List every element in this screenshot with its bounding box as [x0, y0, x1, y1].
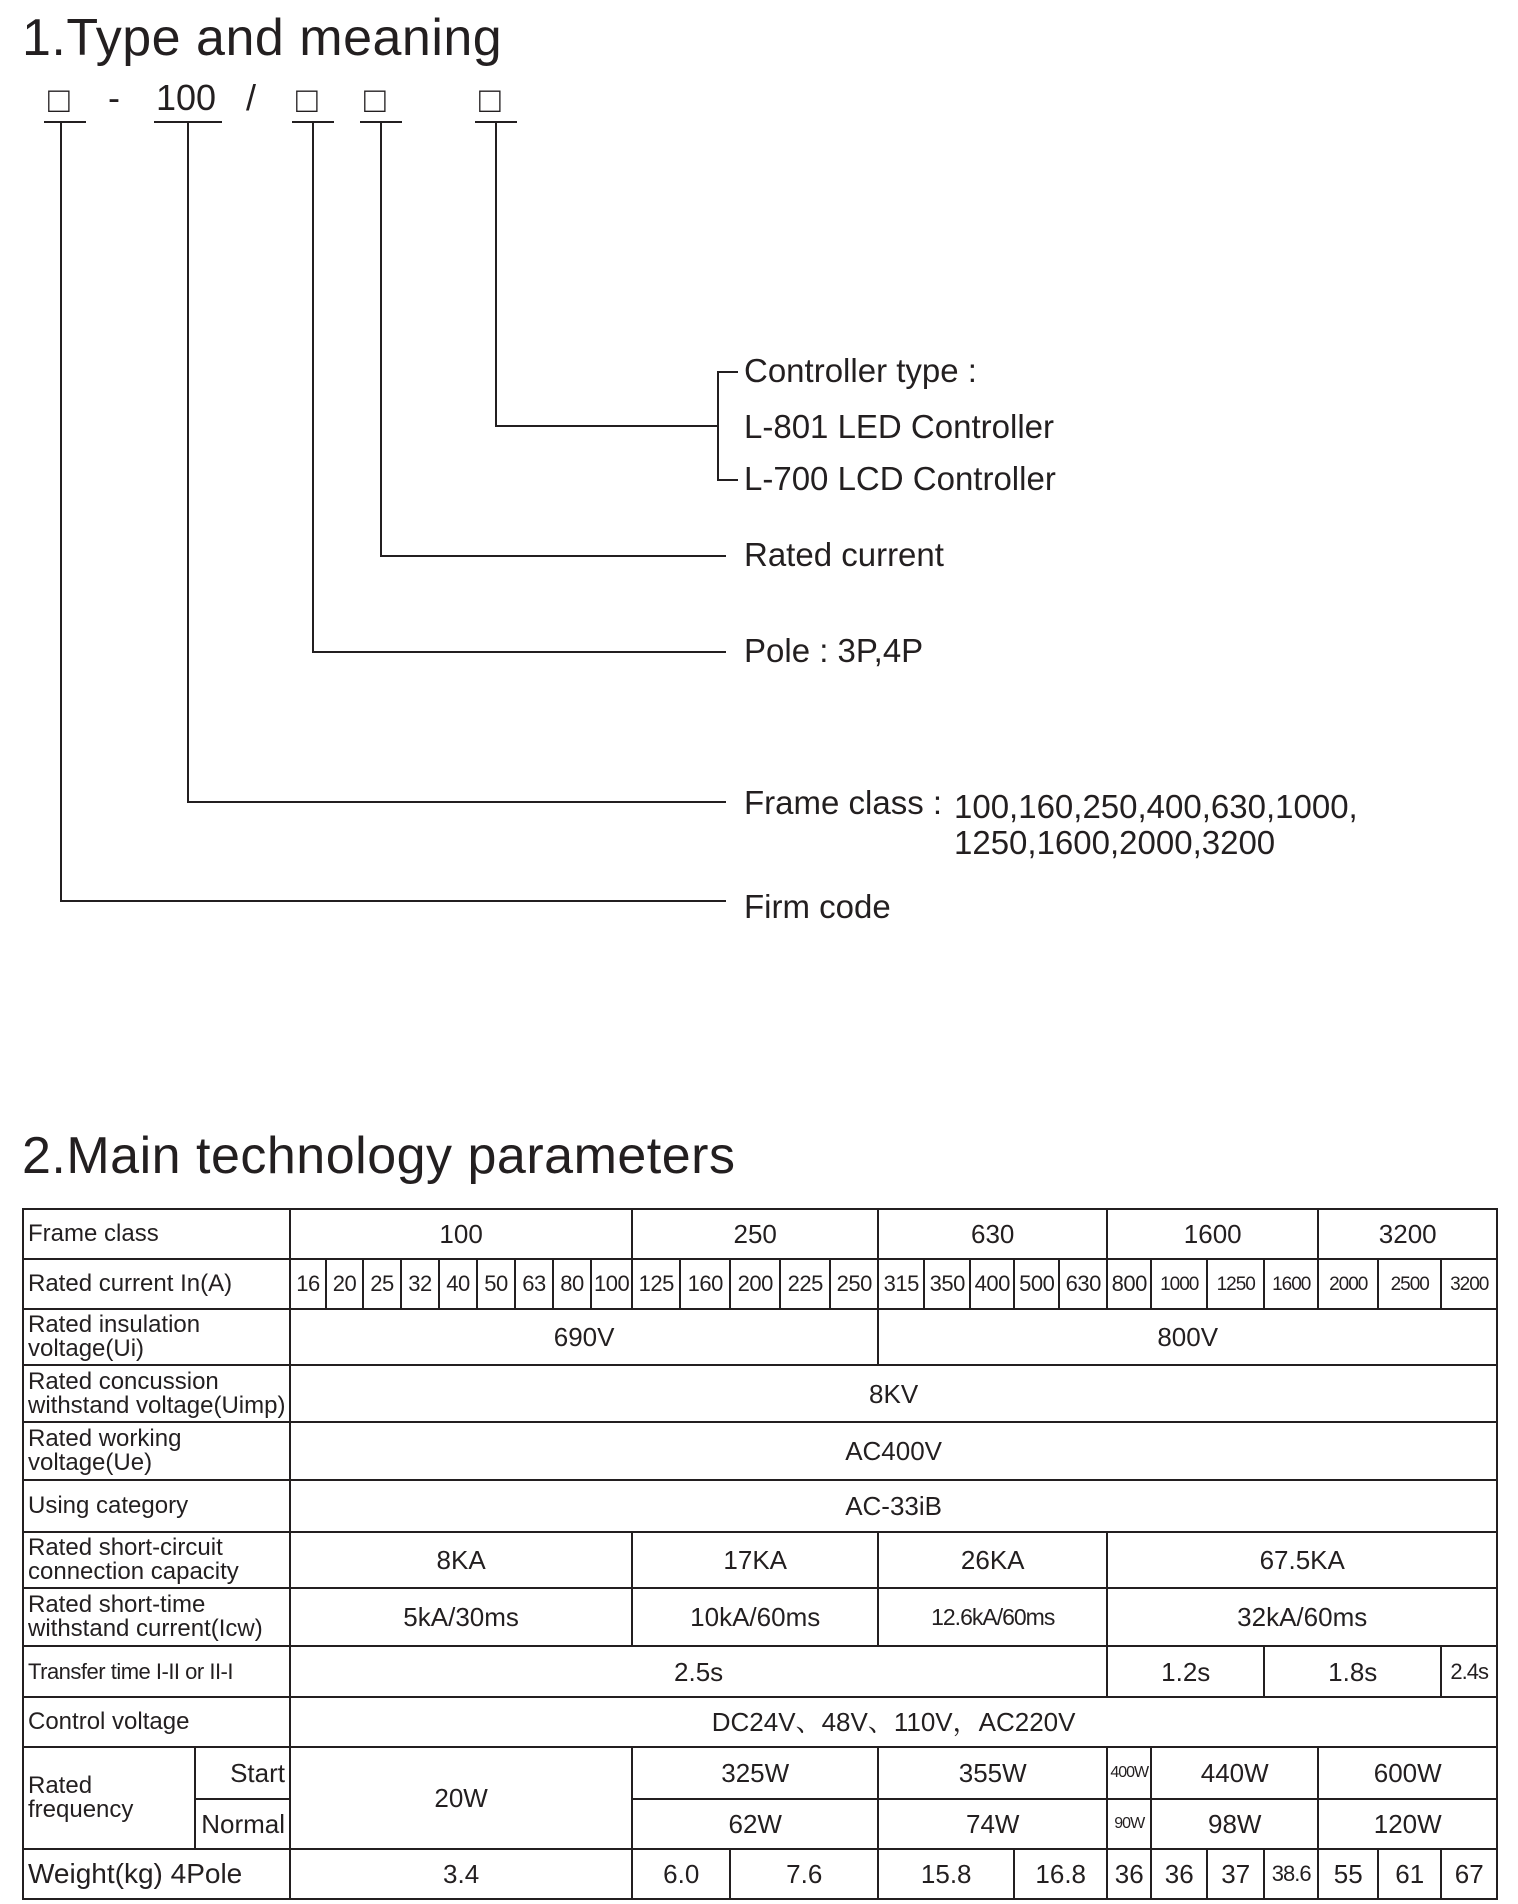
weight-cell: 6.0	[632, 1849, 730, 1899]
transfer-cell: 1.8s	[1264, 1646, 1441, 1697]
frame-class-cell: 100	[290, 1209, 632, 1259]
rated-current-cell: 315	[878, 1259, 924, 1309]
firm-code-label: Firm code	[744, 888, 891, 925]
pole-label: Pole : 3P,4P	[744, 632, 924, 669]
rated-current-cell: 800	[1107, 1259, 1151, 1309]
controller-l801-label: L-801 LED Controller	[744, 408, 1054, 445]
controller-type-label: Controller type :	[744, 352, 977, 389]
short-time-cell: 5kA/30ms	[290, 1588, 632, 1646]
short-time-header: Rated short-time withstand current(Icw)	[23, 1588, 290, 1646]
weight-cell: 61	[1378, 1849, 1441, 1899]
category-header: Using category	[23, 1480, 290, 1532]
rated-current-cell: 250	[830, 1259, 878, 1309]
category-cell: AC-33iB	[290, 1480, 1497, 1532]
code-dash: -	[108, 77, 120, 118]
rated-current-cell: 3200	[1441, 1259, 1497, 1309]
working-header: Rated working voltage(Ue)	[23, 1422, 290, 1480]
row-short-circuit	[23, 1532, 1497, 1588]
rated-current-cell: 225	[780, 1259, 830, 1309]
frequency-start-cell: 600W	[1318, 1747, 1497, 1799]
rated-current-cell: 1250	[1207, 1259, 1264, 1309]
diagram-lines	[44, 122, 738, 901]
rated-current-cell: 350	[924, 1259, 970, 1309]
code-box-firm: □	[48, 79, 70, 120]
frequency-normal-cell: 120W	[1318, 1799, 1497, 1849]
parameters-table	[22, 1208, 1498, 1900]
normal-label: Normal	[195, 1799, 290, 1849]
rated-current-header: Rated current In(A)	[23, 1259, 290, 1309]
frame-class-values-line2: 1250,1600,2000,3200	[954, 824, 1276, 861]
rated-current-cell: 125	[632, 1259, 680, 1309]
weight-cell: 15.8	[878, 1849, 1014, 1899]
transfer-cell: 2.5s	[290, 1646, 1107, 1697]
concussion-cell: 8KV	[290, 1365, 1497, 1422]
code-frame: 100	[156, 77, 217, 118]
row-frequency-start	[23, 1747, 1497, 1799]
row-concussion	[23, 1365, 1497, 1422]
rated-current-cell: 50	[477, 1259, 515, 1309]
weight-cell: 16.8	[1014, 1849, 1107, 1899]
frequency-normal-cell: 74W	[878, 1799, 1107, 1849]
section1-title: 1.Type and meaning	[22, 9, 503, 67]
row-frequency-normal	[23, 1799, 1497, 1849]
rated-current-cell: 2500	[1378, 1259, 1441, 1309]
working-cell: AC400V	[290, 1422, 1497, 1480]
frequency-normal-cell: 98W	[1151, 1799, 1318, 1849]
rated-current-cell: 16	[290, 1259, 326, 1309]
frequency-start-cell: 440W	[1151, 1747, 1318, 1799]
frame-class-cell: 250	[632, 1209, 878, 1259]
code-box-pole: □	[296, 79, 318, 120]
rated-current-cell: 200	[730, 1259, 780, 1309]
rated-current-label: Rated current	[744, 536, 944, 573]
rated-current-cell: 100	[591, 1259, 632, 1309]
rated-frequency-header: Rated frequency	[23, 1747, 195, 1849]
frame-class-header: Frame class	[23, 1209, 290, 1259]
rated-current-cell: 25	[363, 1259, 401, 1309]
rated-current-cell: 630	[1059, 1259, 1107, 1309]
insulation-cell: 800V	[878, 1309, 1497, 1365]
short-time-cell: 10kA/60ms	[632, 1588, 878, 1646]
frame-class-cell: 630	[878, 1209, 1107, 1259]
short-circuit-cell: 17KA	[632, 1532, 878, 1588]
weight-cell: 3.4	[290, 1849, 632, 1899]
short-circuit-cell: 26KA	[878, 1532, 1107, 1588]
weight-header: Weight(kg) 4Pole	[23, 1849, 290, 1899]
frame-class-cell: 1600	[1107, 1209, 1318, 1259]
row-weight	[23, 1849, 1497, 1899]
short-circuit-cell: 8KA	[290, 1532, 632, 1588]
transfer-cell: 1.2s	[1107, 1646, 1264, 1697]
controller-l700-label: L-700 LCD Controller	[744, 460, 1056, 497]
insulation-cell: 690V	[290, 1309, 878, 1365]
frequency-start-cell: 355W	[878, 1747, 1107, 1799]
row-working	[23, 1422, 1497, 1480]
weight-cell: 7.6	[730, 1849, 878, 1899]
control-voltage-cell: DC24V、48V、110V，AC220V	[290, 1697, 1497, 1747]
code-box-controller: □	[479, 79, 501, 120]
short-circuit-header: Rated short-circuit connection capacity	[23, 1532, 290, 1588]
frame-class-label: Frame class :	[744, 784, 943, 821]
rated-current-cell: 160	[680, 1259, 730, 1309]
frequency-normal-cell: 62W	[632, 1799, 878, 1849]
short-circuit-cell: 67.5KA	[1107, 1532, 1497, 1588]
rated-current-cell: 1000	[1151, 1259, 1207, 1309]
rated-current-cell: 500	[1014, 1259, 1059, 1309]
rated-current-cell: 63	[515, 1259, 553, 1309]
concussion-header: Rated concussion withstand voltage(Uimp)	[23, 1365, 290, 1422]
row-category	[23, 1480, 1497, 1532]
code-box-current: □	[364, 79, 386, 120]
short-time-cell: 32kA/60ms	[1107, 1588, 1497, 1646]
weight-cell: 55	[1318, 1849, 1378, 1899]
frame-class-cell: 3200	[1318, 1209, 1497, 1259]
weight-cell: 36	[1151, 1849, 1207, 1899]
transfer-header: Transfer time I-II or II-I	[23, 1646, 290, 1697]
rated-current-cell: 1600	[1264, 1259, 1318, 1309]
row-insulation	[23, 1309, 1497, 1365]
transfer-cell: 2.4s	[1441, 1646, 1497, 1697]
rated-current-cell: 40	[439, 1259, 477, 1309]
weight-cell: 36	[1107, 1849, 1151, 1899]
parameters-table-wrapper	[22, 1208, 1498, 1900]
row-frame-class	[23, 1209, 1497, 1259]
frequency-merged-cell: 20W	[290, 1747, 632, 1849]
row-control-voltage	[23, 1697, 1497, 1747]
frame-class-values-line1: 100,160,250,400,630,1000,	[954, 788, 1358, 825]
rated-current-cell: 32	[401, 1259, 439, 1309]
frequency-normal-cell: 90W	[1107, 1799, 1151, 1849]
weight-cell: 38.6	[1264, 1849, 1318, 1899]
frequency-start-cell: 325W	[632, 1747, 878, 1799]
code-slash: /	[246, 77, 257, 118]
rated-current-cell: 400	[970, 1259, 1014, 1309]
rated-current-cell: 2000	[1318, 1259, 1378, 1309]
short-time-cell: 12.6kA/60ms	[878, 1588, 1107, 1646]
control-voltage-header: Control voltage	[23, 1697, 290, 1747]
weight-cell: 37	[1207, 1849, 1264, 1899]
section2-title: 2.Main technology parameters	[22, 1127, 736, 1185]
rated-current-cell: 20	[326, 1259, 363, 1309]
row-transfer	[23, 1646, 1497, 1697]
frequency-start-cell: 400W	[1107, 1747, 1151, 1799]
weight-cell: 67	[1441, 1849, 1497, 1899]
start-label: Start	[195, 1747, 290, 1799]
row-short-time	[23, 1588, 1497, 1646]
rated-current-cell: 80	[553, 1259, 591, 1309]
row-rated-current	[23, 1259, 1497, 1309]
insulation-header: Rated insulation voltage(Ui)	[23, 1309, 290, 1365]
